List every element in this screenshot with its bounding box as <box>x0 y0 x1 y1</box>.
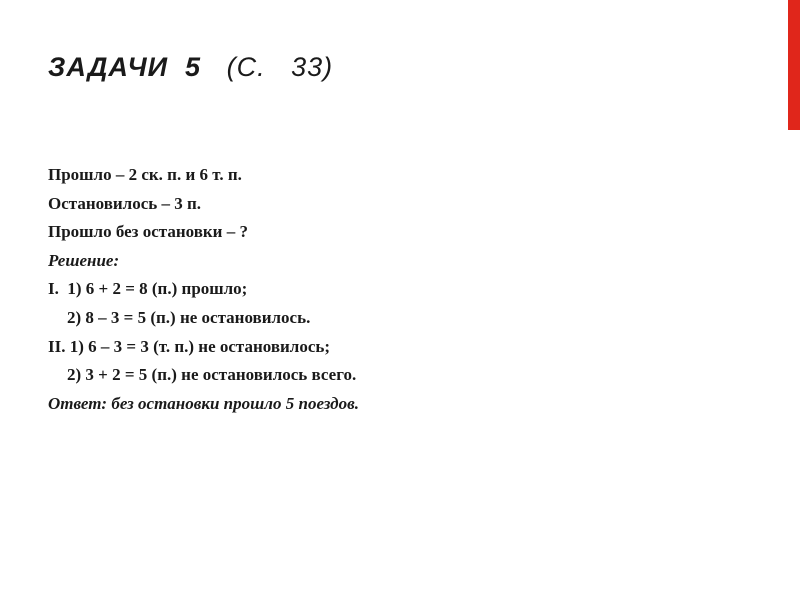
title-page-reference: (С. 33) <box>226 52 334 82</box>
given-stopped: Остановилось – 3 п. <box>48 193 202 213</box>
slide-title <box>48 52 333 83</box>
title-main: ЗАДАЧИ 5 <box>48 52 202 82</box>
answer: Ответ: без остановки прошло 5 поездов. <box>48 393 359 413</box>
method1-step2: 2) 8 – 3 = 5 (п.) не остановилось. <box>67 307 311 327</box>
problem-text <box>48 161 359 418</box>
method2-step1: II. 1) 6 – 3 = 3 (т. п.) не остановилось; <box>48 336 331 356</box>
method2-step2: 2) 3 + 2 = 5 (п.) не остановилось всего. <box>67 365 357 385</box>
accent-bar <box>788 0 800 130</box>
question: Прошло без остановки – ? <box>48 222 248 242</box>
solution-heading: Решение: <box>48 250 120 270</box>
given-passed: Прошло – 2 ск. п. и 6 т. п. <box>48 165 242 184</box>
method1-step1: I. 1) 6 + 2 = 8 (п.) прошло; <box>48 279 248 299</box>
